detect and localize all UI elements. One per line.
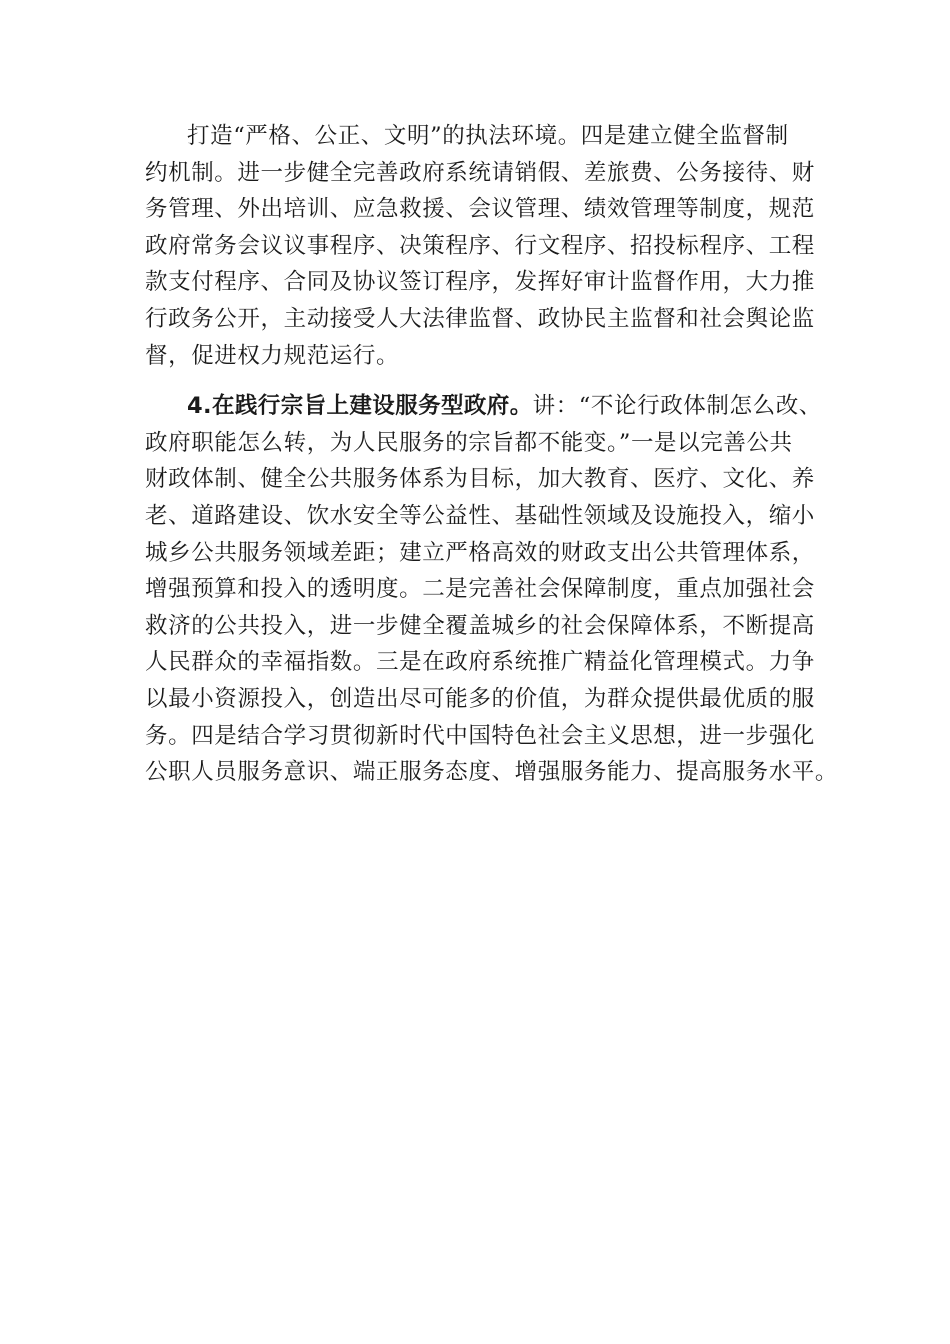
text-line: 政府职能怎么转，为人民服务的宗旨都不能变。”一是以完善公共 <box>145 429 793 456</box>
text-line: 务管理、外出培训、应急救援、会议管理、绩效管理等制度，规范 <box>145 196 815 223</box>
text-line: 督，促进权力规范运行。 <box>145 342 400 369</box>
text-line: 约机制。进一步健全完善政府系统请销假、差旅费、公务接待、财 <box>145 159 815 186</box>
document-body <box>145 118 839 791</box>
text-line: 救济的公共投入，进一步健全覆盖城乡的社会保障体系，不断提高 <box>145 612 815 639</box>
text-line: 款支付程序、合同及协议签订程序，发挥好审计监督作用，大力推 <box>145 269 815 296</box>
paragraph-enforcement-supervision <box>145 118 815 374</box>
text-line: 人民群众的幸福指数。三是在政府系统推广精益化管理模式。力争 <box>145 649 815 676</box>
text-line: 政府常务会议议事程序、决策程序、行文程序、招投标程序、工程 <box>145 232 815 259</box>
text-line: 财政体制、健全公共服务体系为目标，加大教育、医疗、文化、养 <box>145 466 815 493</box>
text-line: 老、道路建设、饮水安全等公益性、基础性领域及设施投入，缩小 <box>145 502 815 529</box>
text-line: 公职人员服务意识、端正服务态度、增强服务能力、提高服务水平。 <box>145 759 839 786</box>
text-line: 打造“严格、公正、文明”的执法环境。四是建立健全监督制 <box>187 123 789 149</box>
text-line: 以最小资源投入，创造出尽可能多的价值，为群众提供最优质的服 <box>145 685 815 712</box>
text-line: 增强预算和投入的透明度。二是完善社会保障制度，重点加强社会 <box>145 576 815 603</box>
section-heading: 4.在践行宗旨上建设服务型政府。 <box>187 393 533 420</box>
text-line <box>145 388 822 425</box>
text-line: 行政务公开，主动接受人大法律监督、政协民主监督和社会舆论监 <box>145 305 815 332</box>
heading-continuation: 讲：“不论行政体制怎么改、 <box>532 393 822 420</box>
paragraph-service-government <box>145 388 839 791</box>
text-line: 城乡公共服务领域差距；建立严格高效的财政支出公共管理体系， <box>145 539 815 566</box>
text-line: 务。四是结合学习贯彻新时代中国特色社会主义思想，进一步强化 <box>145 722 815 749</box>
